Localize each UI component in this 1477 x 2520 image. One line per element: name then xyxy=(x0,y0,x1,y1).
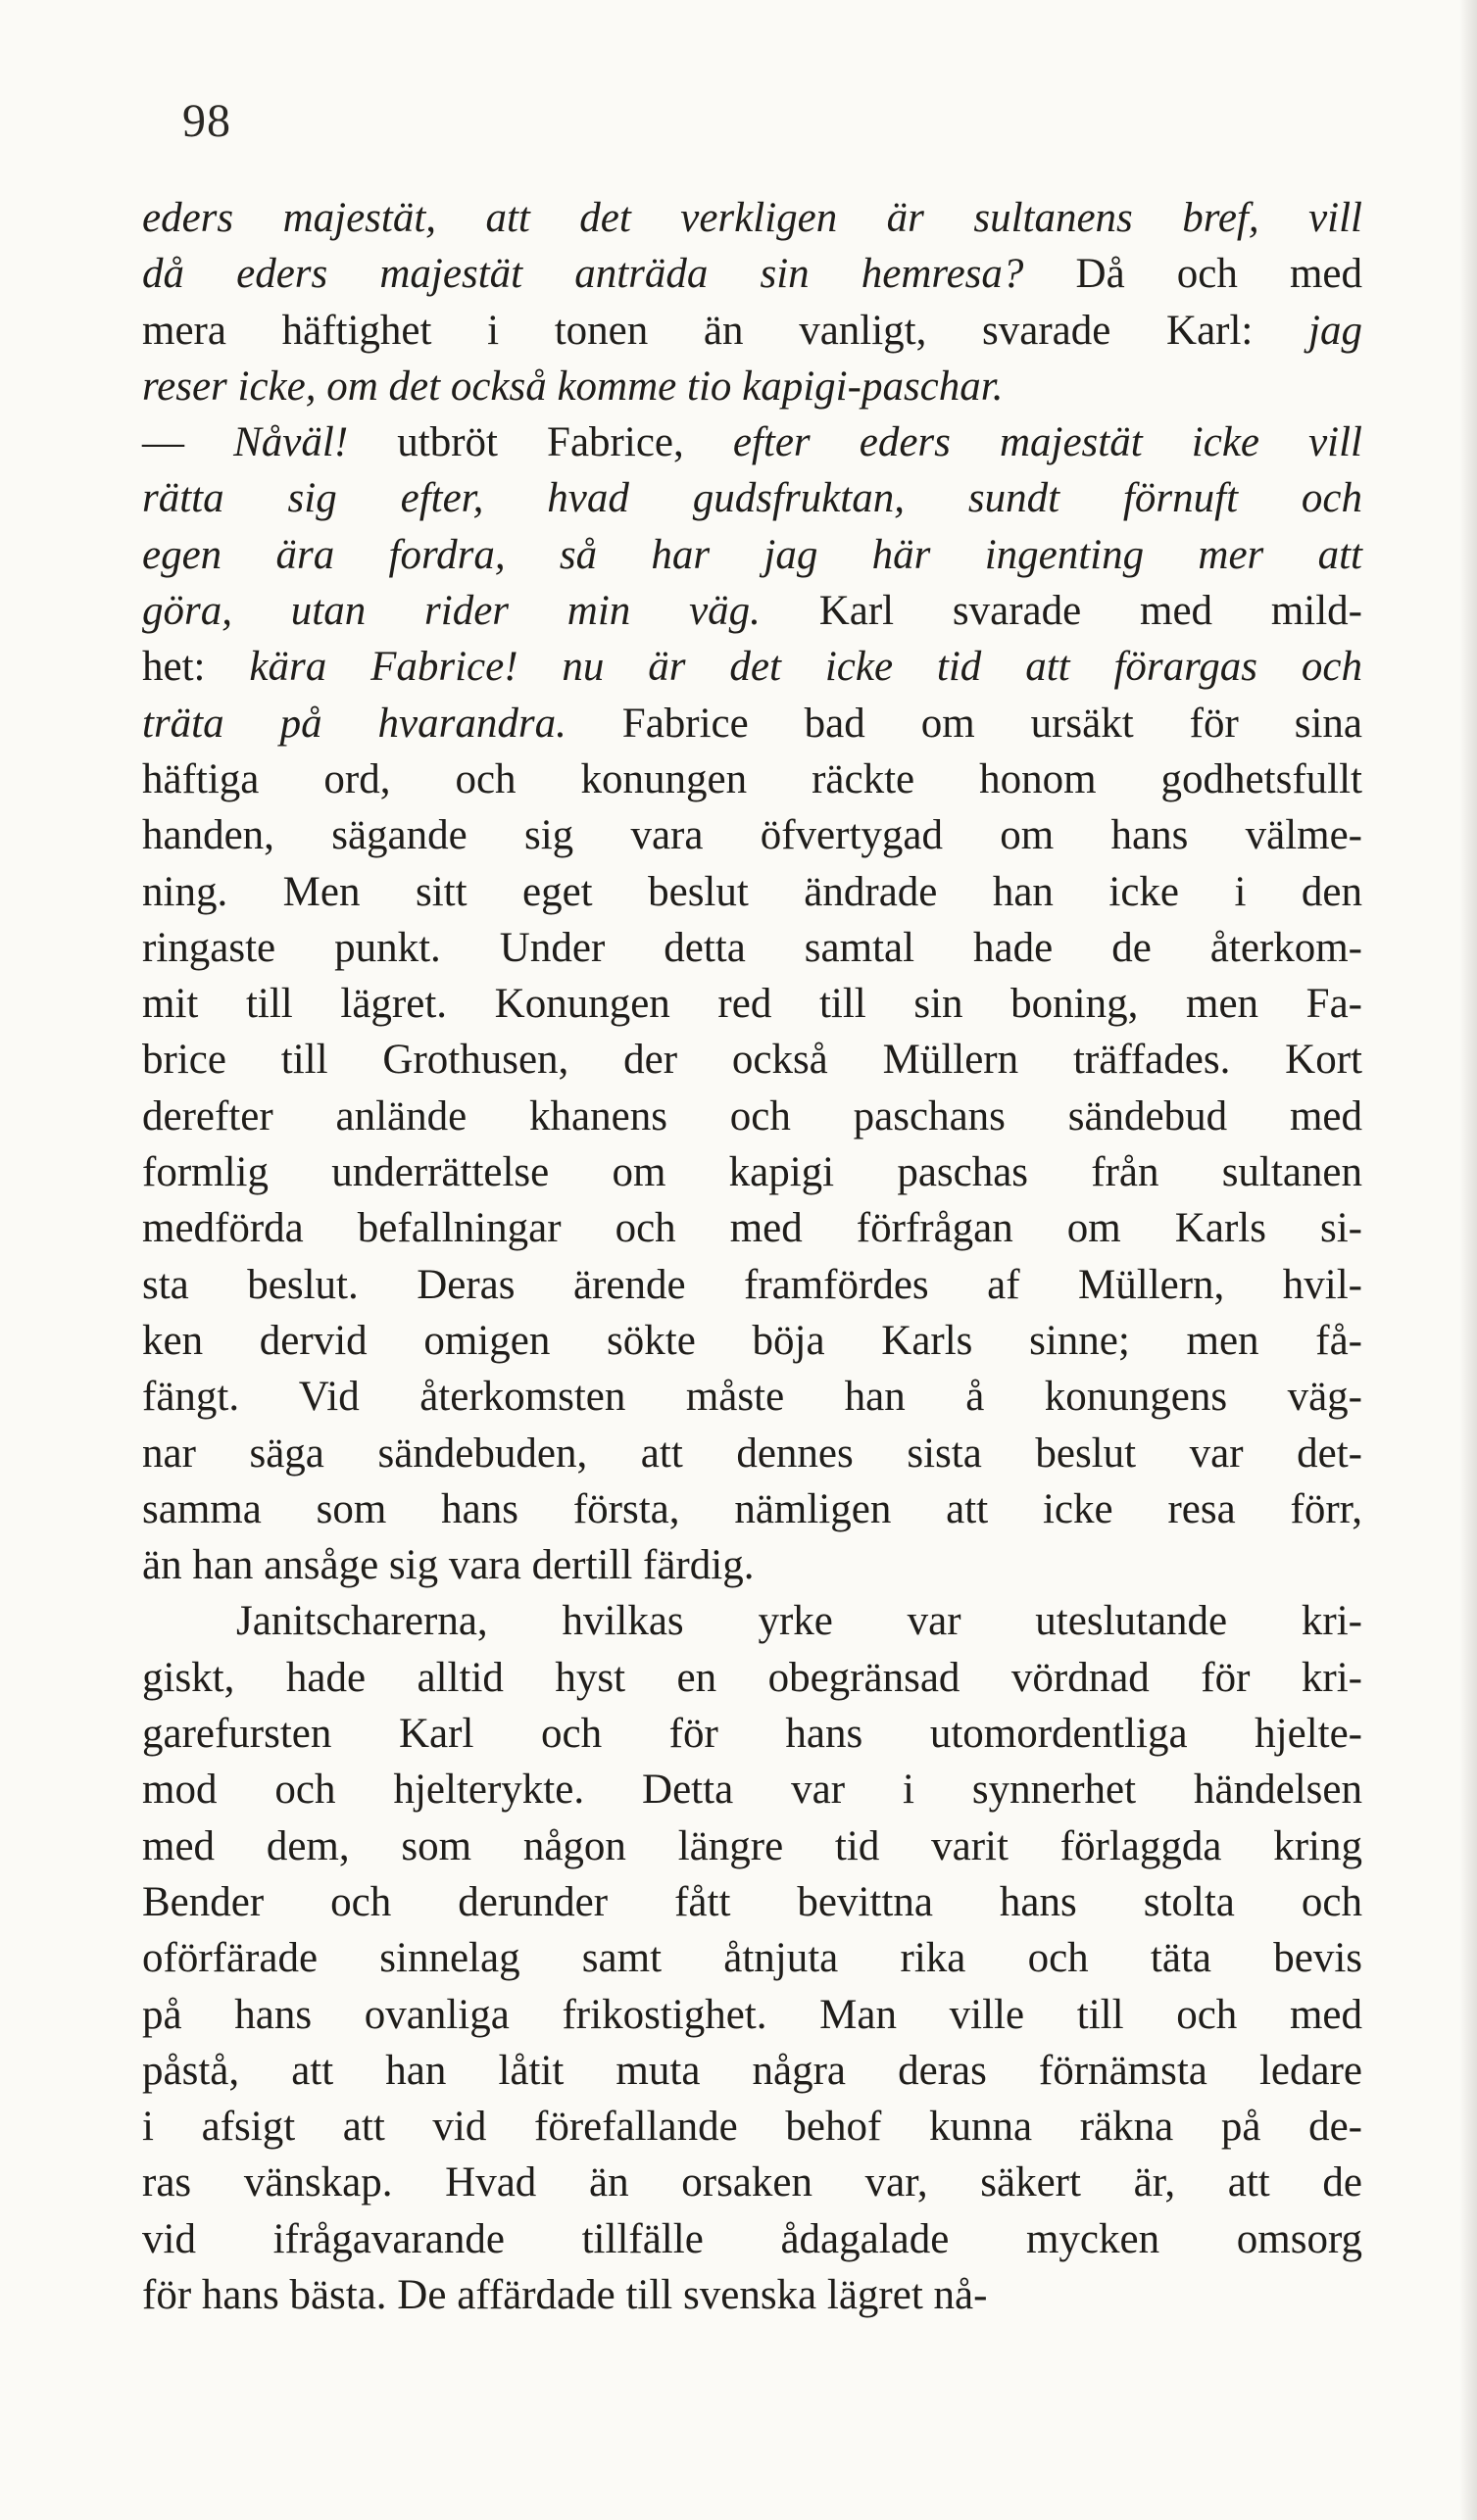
italic-text: träta på hvarandra. xyxy=(142,700,622,747)
roman-text: ken dervid omigen sökte böja Karls sinne; men få- xyxy=(142,1317,1362,1364)
text-line xyxy=(142,1369,1362,1425)
roman-text: Då och med xyxy=(1075,251,1363,298)
roman-text: — xyxy=(142,419,234,466)
roman-text: ning. Men sitt eget beslut ändrade han icke i den xyxy=(142,868,1362,915)
italic-text: rätta sig efter, hvad gudsfruktan, sundt förnuft och xyxy=(142,475,1362,522)
roman-text: Janitscharerna, hvilkas yrke var uteslutande kri- xyxy=(236,1598,1362,1645)
italic-text: göra, utan rider min väg. xyxy=(142,588,819,635)
text-line xyxy=(142,1650,1362,1706)
text-line xyxy=(142,303,1362,359)
roman-text: med dem, som någon längre tid varit förlaggda kring xyxy=(142,1822,1362,1869)
text-line xyxy=(142,2043,1362,2099)
text-line xyxy=(142,1537,1362,1593)
text-line xyxy=(142,1930,1362,1986)
roman-text: brice till Grothusen, der också Müllern träffades. Kort xyxy=(142,1037,1362,1084)
text-line xyxy=(142,2267,1362,2323)
text-line xyxy=(142,527,1362,583)
roman-text: Karl svarade med mild- xyxy=(818,588,1362,635)
text-line xyxy=(142,864,1362,920)
text-line xyxy=(142,1144,1362,1200)
text-line xyxy=(142,751,1362,807)
text-line xyxy=(142,1313,1362,1369)
italic-text: egen ära fordra, så har jag här ingenting mer att xyxy=(142,531,1362,578)
text-line xyxy=(142,583,1362,639)
roman-text: fängt. Vid återkomsten måste han å konungens väg- xyxy=(142,1374,1362,1421)
text-line xyxy=(142,2211,1362,2267)
roman-text: giskt, hade alltid hyst en obegränsad vördnad för kri- xyxy=(142,1654,1362,1701)
roman-text: i afsigt att vid förefallande behof kunna räkna på de- xyxy=(142,2104,1362,2151)
text-line xyxy=(142,1762,1362,1817)
text-line xyxy=(142,639,1362,695)
text-line xyxy=(142,1818,1362,1874)
text-line xyxy=(142,807,1362,863)
roman-text: derefter anlände khanens och paschans sändebud med xyxy=(142,1092,1362,1139)
text-line xyxy=(142,1706,1362,1762)
text-line xyxy=(142,1426,1362,1481)
roman-text: mit till lägret. Konungen red till sin boning, men Fa- xyxy=(142,981,1362,1028)
roman-text: för hans bästa. De affärdade till svenska lägret nå- xyxy=(142,2271,988,2318)
roman-text: utbröt Fabrice, xyxy=(397,419,733,466)
roman-text: ringaste punkt. Under detta samtal hade de återkom- xyxy=(142,924,1362,971)
text-line xyxy=(142,1200,1362,1256)
roman-text: medförda befallningar och med förfrågan om Karls si- xyxy=(142,1205,1362,1252)
text-line xyxy=(142,470,1362,526)
text-line xyxy=(142,1874,1362,1930)
roman-text: på hans ovanliga frikostighet. Man ville till och med xyxy=(142,1991,1362,2038)
text-line xyxy=(142,414,1362,470)
text-line xyxy=(142,1089,1362,1144)
text-line xyxy=(142,920,1362,976)
roman-text: oförfärade sinnelag samt åtnjuta rika och täta bevis xyxy=(142,1935,1362,1982)
roman-text: Fabrice bad om ursäkt för sina xyxy=(621,700,1362,747)
roman-text: formlig underrättelse om kapigi paschas från sultanen xyxy=(142,1149,1362,1196)
roman-text: handen, sägande sig vara öfvertygad om hans välme- xyxy=(142,812,1362,859)
text-line xyxy=(142,2099,1362,2155)
roman-text: Bender och derunder fått bevittna hans stolta och xyxy=(142,1878,1362,1925)
text-line xyxy=(142,246,1362,302)
roman-text: samma som hans första, nämligen att icke resa förr, xyxy=(142,1485,1362,1532)
roman-text: nar säga sändebuden, att dennes sista beslut var det- xyxy=(142,1430,1362,1477)
text-line xyxy=(142,696,1362,751)
text-line xyxy=(142,1987,1362,2043)
roman-text: häftiga ord, och konungen räckte honom godhetsfullt xyxy=(142,755,1362,802)
italic-text: reser icke, om det också komme tio kapigi-paschar. xyxy=(142,363,1004,410)
text-line xyxy=(142,190,1362,246)
text-line xyxy=(142,1593,1362,1649)
roman-text: garefursten Karl och för hans utomordentliga hjelte- xyxy=(142,1711,1362,1758)
roman-text: mera häftighet i tonen än vanligt, svarade Karl: xyxy=(142,307,1309,354)
text-line xyxy=(142,1481,1362,1537)
text-line xyxy=(142,976,1362,1032)
roman-text: påstå, att han låtit muta några deras förnämsta ledare xyxy=(142,2047,1362,2094)
italic-text: eders majestät, att det verkligen är sultanens bref, vill xyxy=(142,195,1362,241)
italic-text: Nåväl! xyxy=(233,419,398,466)
roman-text: vid ifrågavarande tillfälle ådagalade mycken omsorg xyxy=(142,2215,1362,2262)
page-edge-shadow xyxy=(1459,0,1477,2520)
roman-text: het: xyxy=(142,644,250,691)
roman-text: ras vänskap. Hvad än orsaken var, säkert är, att de xyxy=(142,2159,1362,2206)
italic-text: efter eders majestät icke vill xyxy=(732,419,1363,466)
italic-text: kära Fabrice! nu är det icke tid att förargas och xyxy=(249,644,1362,691)
text-line xyxy=(142,2155,1362,2210)
roman-text: än han ansåge sig vara dertill färdig. xyxy=(142,1542,755,1589)
italic-text: jag xyxy=(1308,307,1362,354)
text-line xyxy=(142,359,1362,414)
roman-text: mod och hjelterykte. Detta var i synnerhet händelsen xyxy=(142,1767,1362,1814)
page-number: 98 xyxy=(182,95,231,147)
text-line xyxy=(142,1032,1362,1088)
text-line xyxy=(142,1257,1362,1313)
roman-text: sta beslut. Deras ärende framfördes af Müllern, hvil- xyxy=(142,1261,1362,1308)
italic-text: då eders majestät anträda sin hemresa? xyxy=(142,251,1076,298)
body-text xyxy=(142,190,1362,2323)
